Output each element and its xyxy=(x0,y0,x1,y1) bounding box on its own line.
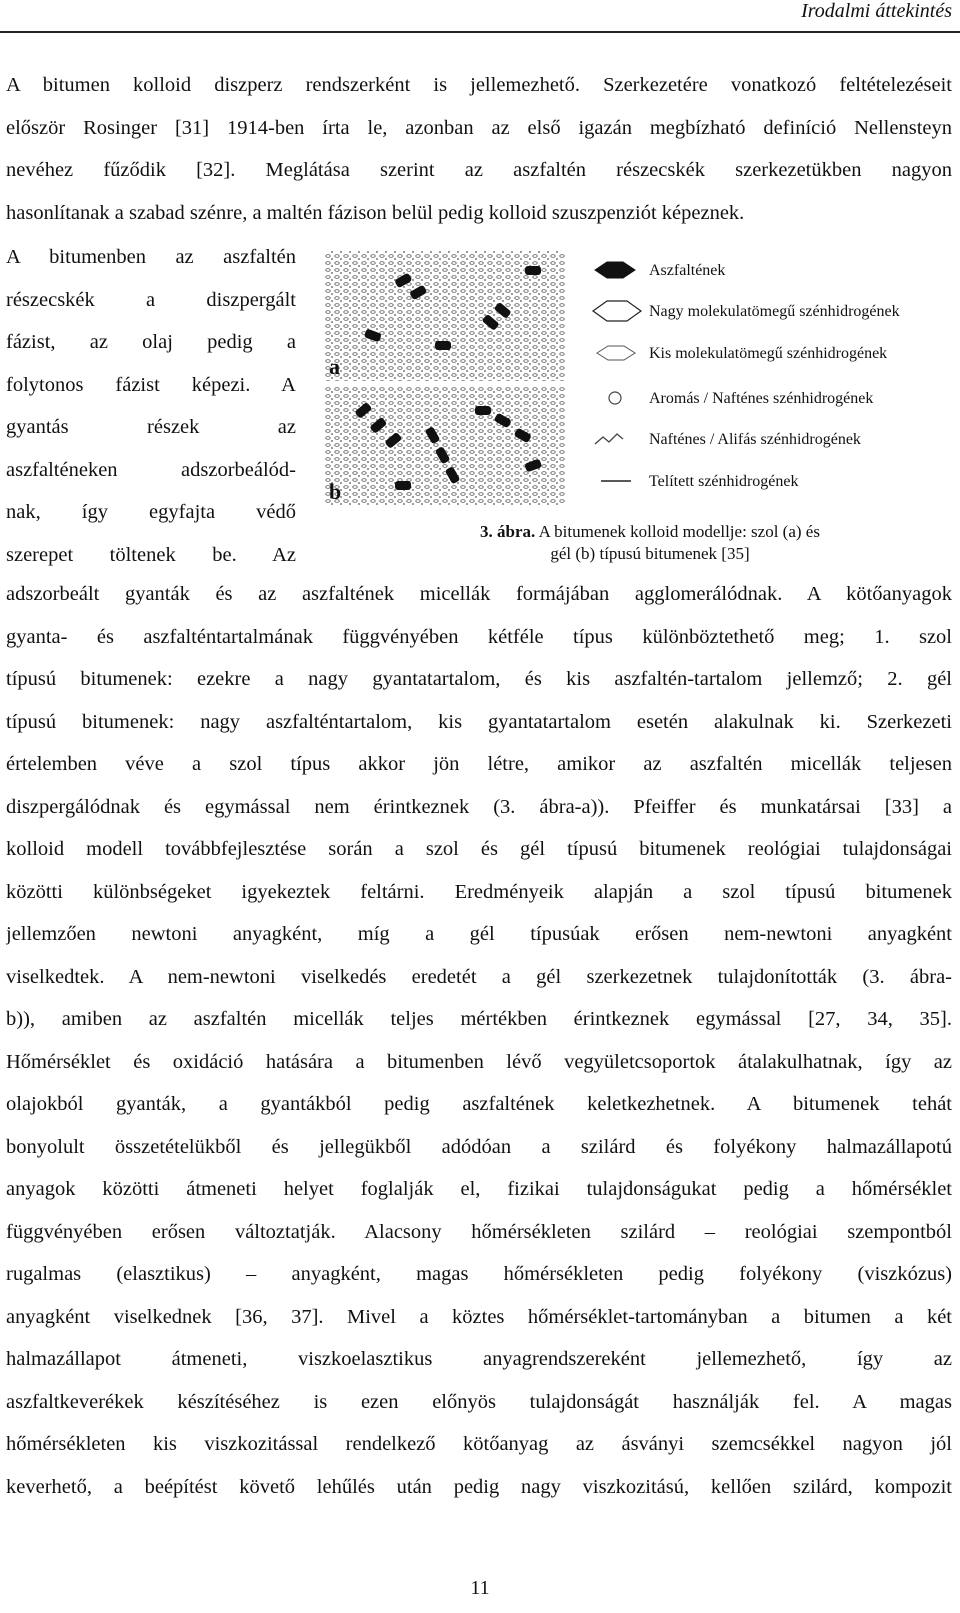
text-line: adszorbeált gyanták és az aszfaltének micellák formájában agglomerálódnak. A kötőanyagok xyxy=(6,583,952,605)
text-line: először Rosinger [31] 1914-ben írta le, azonban az első igazán megbízható definíció Nellensteyn xyxy=(6,116,952,139)
circle-icon xyxy=(609,392,621,404)
text-line: kolloid modell továbbfejlesztése során a szol és gél típusú bitumenek reológiai tulajdonságai xyxy=(6,838,952,860)
panel-label-a: a xyxy=(329,354,340,379)
text-line: viselkedtek. A nem-newtoni viselkedés eredetét a gél szerkezetnek tulajdonították (3. ábra- xyxy=(6,965,952,988)
legend-label: Aromás / Nafténes szénhidrogének xyxy=(649,390,874,407)
text-line: A bitumenben az aszfaltén xyxy=(6,246,296,268)
text-line: anyagként viselkednek [36, 37]. Mivel a köztes hőmérséklet-tartományban a bitumen a két xyxy=(6,1305,952,1328)
text-line: szerepet töltenek be. Az xyxy=(6,543,296,566)
text-line: fázist, az olaj pedig a xyxy=(6,331,296,353)
body-paragraph xyxy=(6,573,952,1508)
caption-number: 3. ábra. xyxy=(480,522,536,541)
colloid-model-figure xyxy=(325,246,955,516)
gel-panel xyxy=(325,386,565,506)
text-line: gyantás részek az xyxy=(6,416,296,438)
text-line: Hőmérséklet és oxidáció hatására a bitumenben lévő vegyületcsoportok átalakulhatnak, így az xyxy=(6,1050,952,1073)
text-line: halmazállapot átmeneti, viszkoelasztikus anyagrendszereként jellemezhető, így az xyxy=(6,1348,952,1370)
side-paragraph xyxy=(6,236,296,576)
text-line: hőmérsékleten kis viszkozitással rendelkező kötőanyag az ásványi szemcsékkel nagyon jól xyxy=(6,1433,952,1455)
filled-hexagon-icon xyxy=(595,262,635,278)
text-line: diszpergálódnak és egymással nem érintkeznek (3. ábra-a)). Pfeiffer és munkatársai [33] a xyxy=(6,795,952,818)
text-line: A bitumen kolloid diszperz rendszerként is jellemezhető. Szerkezetére vonatkozó feltételezéseit xyxy=(6,74,952,96)
text-line: anyagok közötti átmeneti helyet foglalják el, fizikai tulajdonságukat pedig a hőmérséklet xyxy=(6,1178,952,1200)
text-line: típusú bitumenek: nagy aszfalténtartalom, kis gyantatartalom esetén alakulnak ki. Szerkezeti xyxy=(6,710,952,733)
sol-panel xyxy=(325,251,565,381)
text-line: rugalmas (elasztikus) – anyagként, magas hőmérsékleten pedig folyékony (viszkózus) xyxy=(6,1263,952,1285)
text-line: b)), amiben az aszfaltén micellák teljes mértékben érintkeznek egymással [27, 34, 35]. xyxy=(6,1008,952,1030)
text-line: aszfaltkeverékek készítéséhez is ezen előnyös tulajdonságát használják fel. A magas xyxy=(6,1390,952,1413)
text-line: közötti különbségeket igyekeztek feltárni. Eredményeik alapján a szol típusú bitumenek xyxy=(6,880,952,903)
panel-label-b: b xyxy=(329,479,342,504)
text-line: keverhető, a beépítést követő lehűlés után pedig nagy viszkozitású, kellően szilárd, kompozit xyxy=(6,1475,952,1498)
page-number: 11 xyxy=(470,1577,490,1599)
figure-caption xyxy=(420,521,880,565)
legend-label: Kis molekulatömegű szénhidrogének xyxy=(649,345,888,362)
text-line: bonyolult összetételükből és jellegükből adódóan a szilárd és folyékony halmazállapotú xyxy=(6,1135,952,1158)
text-line: függvényében erősen változtatják. Alacsony hőmérsékleten szilárd – reológiai szempontból xyxy=(6,1220,952,1243)
small-hexagon-icon xyxy=(597,346,635,360)
text-line: gyanta- és aszfalténtartalmának függvényében kétféle típus különböztethető meg; 1. szol xyxy=(6,625,952,648)
text-line: folytonos fázist képezi. A xyxy=(6,373,296,396)
text-line: típusú bitumenek: ezekre a nagy gyantatartalom, és kis aszfaltén-tartalom jellemző; 2. gél xyxy=(6,668,952,690)
text-line: olajokból gyanták, a gyantákból pedig aszfaltének keletkezhetnek. A bitumenek tehát xyxy=(6,1093,952,1115)
legend-label: Nagy molekulatömegű szénhidrogének xyxy=(649,303,900,320)
legend-label: Aszfaltének xyxy=(649,262,726,279)
legend-label: Telített szénhidrogének xyxy=(649,473,799,490)
intro-paragraph xyxy=(6,64,952,234)
caption-text: gél (b) típusú bitumenek [35] xyxy=(550,544,750,563)
text-line: részecskék a diszpergált xyxy=(6,288,296,311)
page-header: Irodalmi áttekintés xyxy=(801,0,952,22)
text-line: értelemben véve a szol típus akkor jön létre, amikor az aszfaltén micellák teljesen xyxy=(6,753,952,775)
text-line: nak, így egyfajta védő xyxy=(6,501,296,523)
zigzag-icon xyxy=(595,434,623,444)
legend xyxy=(593,262,900,490)
text-line: aszfalténeken adszorbeálód- xyxy=(6,458,296,481)
large-hexagon-icon xyxy=(593,301,641,321)
header-rule xyxy=(0,31,960,33)
legend-label: Nafténes / Alifás szénhidrogének xyxy=(649,431,861,448)
text-line: jellemzően newtoni anyagként, míg a gél típusúak erősen nem-newtoni anyagként xyxy=(6,923,952,945)
caption-text: A bitumenek kolloid modellje: szol (a) és xyxy=(535,522,820,541)
text-line: nevéhez fűződik [32]. Meglátása szerint az aszfaltén részecskék szerkezetükben nagyon xyxy=(6,159,952,181)
text-line: hasonlítanak a szabad szénre, a maltén fázison belül pedig kolloid szuszpenziót képeznek. xyxy=(6,201,745,224)
